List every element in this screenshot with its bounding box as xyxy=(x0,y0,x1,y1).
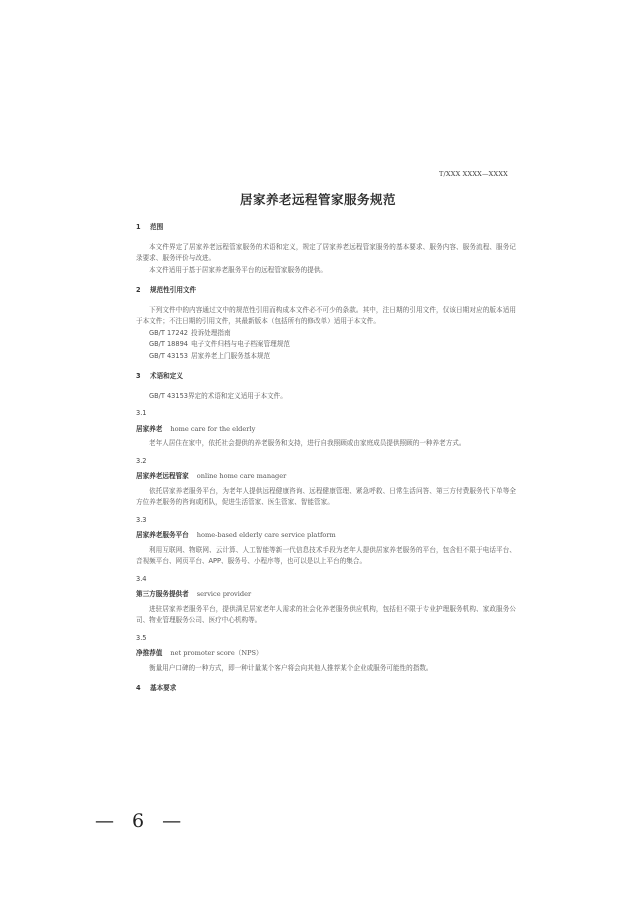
term-number: 3.4 xyxy=(136,574,147,583)
reference-code: GB/T 18894 xyxy=(149,340,188,348)
term-chinese: 居家养老 xyxy=(136,424,163,433)
section-title: 规范性引用文件 xyxy=(150,286,197,294)
section-4-heading xyxy=(136,683,516,695)
term-definition: 依托居家养老服务平台，为老年人提供远程健康咨询、远程健康管理、紧急呼救、日常生活问答、第三方付费服务代下单等全方位养老服务的咨询或团队，促进生活管家、医生管家、智能管家。 xyxy=(136,486,516,506)
section-title: 术语和定义 xyxy=(150,372,183,380)
term-definition: 利用互联网、物联网、云计算、人工智能等新一代信息技术手段为老年人提供居家养老服务的平台，包含但不限于电话平台、音视频平台、网页平台、APP、服务号、小程序等，也可以是以上平台的集合。 xyxy=(136,545,516,565)
reference-name: 电子文件归档与电子档案管理规范 xyxy=(191,340,290,348)
page-number: — 6 — xyxy=(95,810,188,832)
term-definition: 老年人居住在家中，依托社会提供的养老服务和支持，进行自我照顾或由家庭成员提供照顾的一种养老方式。 xyxy=(149,439,466,447)
reference-item xyxy=(136,351,516,363)
document-id: T/XXX XXXX—XXXX xyxy=(439,170,508,178)
section-number: 2 xyxy=(136,286,141,294)
section-title: 基本要求 xyxy=(150,684,177,692)
paragraph: 本文件界定了居家养老远程管家服务的术语和定义，规定了居家养老远程管家服务的基本要求、服务内容、服务流程、服务记录要求、服务评价与改进。 xyxy=(136,242,516,262)
paragraph: 下列文件中的内容通过文中的规范性引用而构成本文件必不可少的条款。其中，注日期的引用文件，仅该日期对应的版本适用于本文件；不注日期的引用文件，其最新版本（包括所有的修改单）适用于本文件。 xyxy=(136,305,516,325)
document-body xyxy=(136,222,516,703)
term-definition: 衡量用户口碑的一种方式，即一种计量某个客户将会向其他人推荐某个企业或服务可能性的指数。 xyxy=(149,663,433,672)
term-number: 3.2 xyxy=(136,456,147,465)
term-entry xyxy=(136,589,516,601)
section-number: 3 xyxy=(136,372,141,380)
section-number: 1 xyxy=(136,223,141,231)
term-chinese: 居家养老远程管家 xyxy=(136,472,189,480)
term-entry xyxy=(136,648,516,660)
reference-code: GB/T 17242 xyxy=(149,328,188,337)
term-chinese: 第三方服务提供者 xyxy=(136,590,189,598)
term-definition: 进驻居家养老服务平台，提供满足居家老年人需求的社会化养老服务供应机构，包括但不限于专业护理服务机构、家政服务公司、物业管理服务公司、医疗中心机构等。 xyxy=(136,604,516,624)
term-entry xyxy=(136,424,516,436)
term-english: home care for the elderly xyxy=(170,424,256,433)
term-english: online home care manager xyxy=(196,472,287,480)
term-number: 3.5 xyxy=(136,633,147,642)
term-entry xyxy=(136,530,516,542)
term-chinese: 净推荐值 xyxy=(136,649,163,657)
section-3-heading xyxy=(136,371,516,383)
section-1-heading xyxy=(136,222,516,234)
reference-item xyxy=(136,328,516,340)
section-number: 4 xyxy=(136,684,141,692)
reference-code: GB/T 43153 xyxy=(149,351,188,360)
term-english: home-based elderly care service platform xyxy=(196,531,336,539)
term-number: 3.3 xyxy=(136,515,147,524)
reference-name: 投诉处理指南 xyxy=(191,328,231,337)
document-title: 居家养老远程管家服务规范 xyxy=(239,192,396,207)
section-title: 范围 xyxy=(150,223,164,231)
term-number: 3.1 xyxy=(136,409,147,417)
paragraph: GB/T 43153界定的术语和定义适用于本文件。 xyxy=(149,391,287,400)
term-english: net promoter score（NPS） xyxy=(170,649,263,657)
reference-name: 居家养老上门服务基本规范 xyxy=(191,351,271,360)
reference-item xyxy=(136,339,516,351)
term-entry xyxy=(136,471,516,483)
section-2-heading xyxy=(136,285,516,297)
paragraph: 本文件适用于基于居家养老服务平台的远程管家服务的提供。 xyxy=(149,265,328,274)
term-chinese: 居家养老服务平台 xyxy=(136,531,189,539)
term-english: service provider xyxy=(196,590,252,598)
